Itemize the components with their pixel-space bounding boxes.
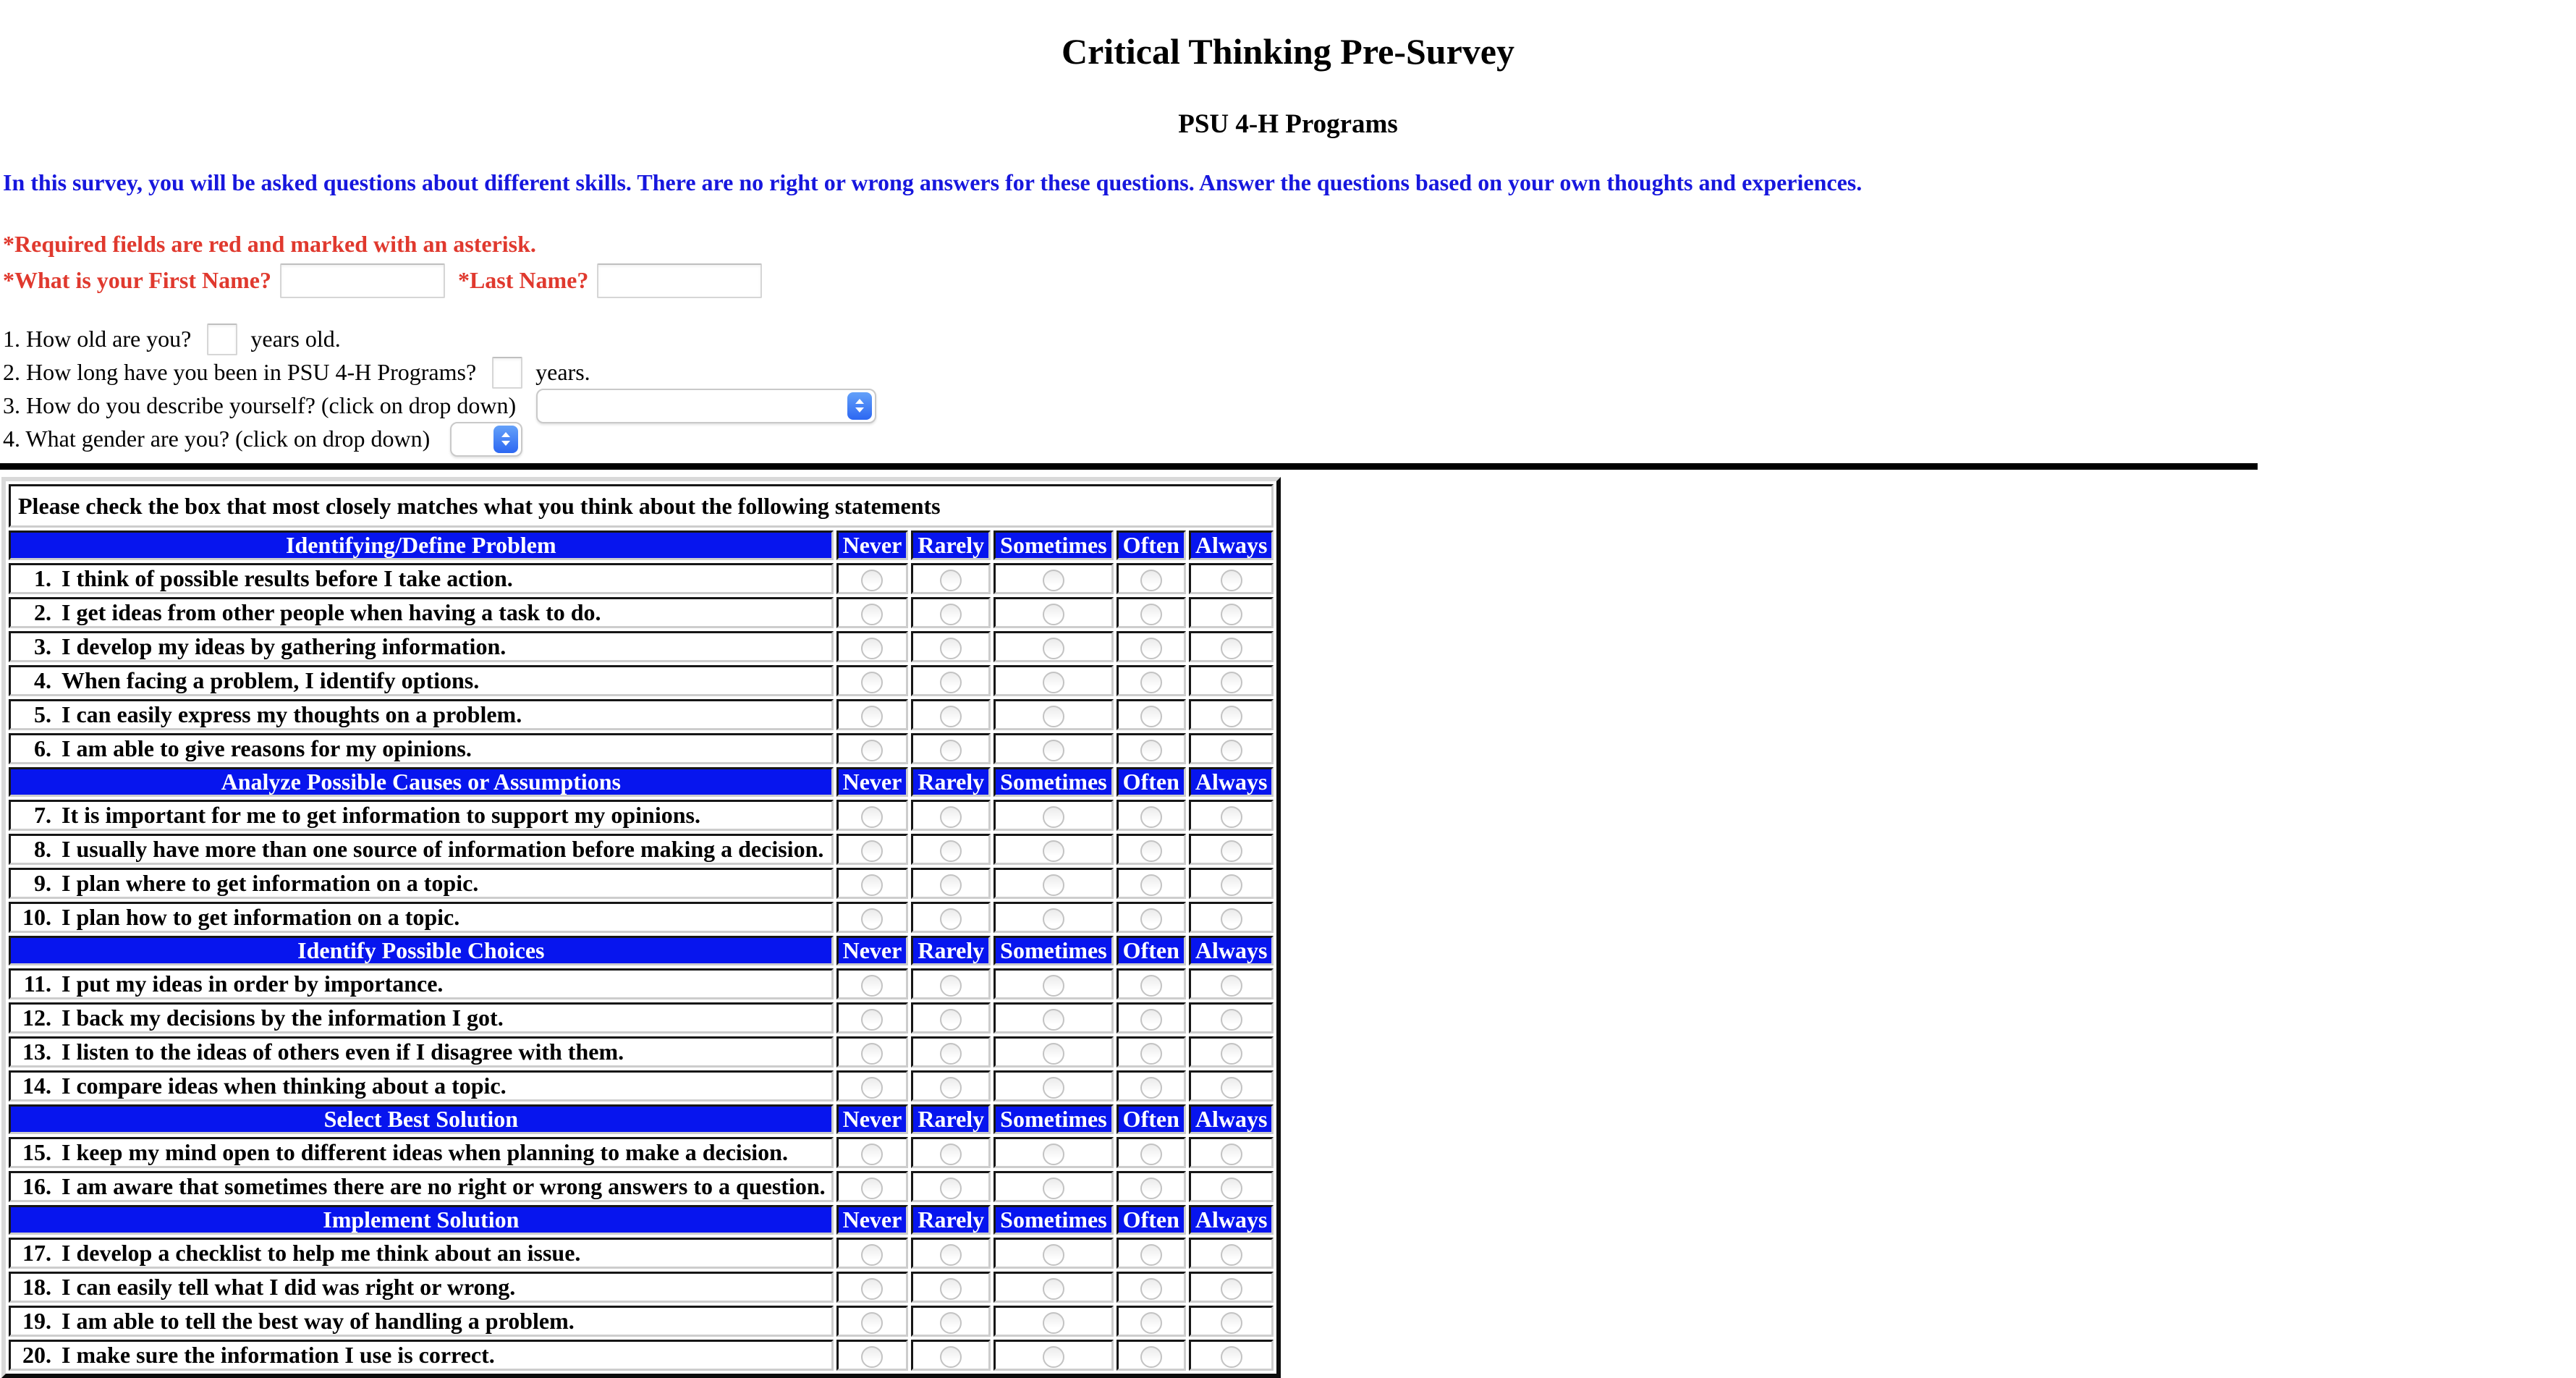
- statement-number: 18.: [22, 1273, 51, 1300]
- page-title: Critical Thinking Pre-Survey: [1062, 31, 1514, 72]
- scale-header-never: Never: [836, 531, 909, 560]
- table-row: [9, 1036, 1274, 1068]
- section-header-row: [9, 767, 1274, 797]
- radio-always[interactable]: [1221, 1144, 1242, 1165]
- radio-never[interactable]: [861, 740, 883, 761]
- scale-header-never: Never: [836, 1205, 909, 1235]
- required-note: *Required fields are red and marked with an asterisk.: [3, 230, 536, 257]
- age-input[interactable]: [207, 324, 237, 355]
- table-row: [9, 868, 1274, 899]
- radio-always[interactable]: [1221, 806, 1242, 828]
- section-divider: [0, 463, 2258, 470]
- scale-header-sometimes: Sometimes: [993, 531, 1114, 560]
- radio-always[interactable]: [1221, 1178, 1242, 1199]
- radio-rarely[interactable]: [940, 740, 962, 761]
- section-title: Identifying/Define Problem: [9, 531, 834, 560]
- radio-often[interactable]: [1140, 975, 1162, 997]
- section-header-row: [9, 936, 1274, 965]
- first-name-label: *What is your First Name?: [3, 267, 271, 294]
- radio-often[interactable]: [1140, 706, 1162, 727]
- radio-always[interactable]: [1221, 740, 1242, 761]
- statement-text: I can easily tell what I did was right or wrong.: [62, 1273, 516, 1300]
- scale-header-often: Often: [1117, 936, 1186, 965]
- gender-select[interactable]: [450, 422, 522, 457]
- chevron-up-icon: [501, 432, 510, 437]
- radio-sometimes[interactable]: [1043, 975, 1064, 997]
- question-years-in-program: [3, 356, 2258, 389]
- scale-header-always: Always: [1189, 936, 1274, 965]
- scale-header-sometimes: Sometimes: [993, 1104, 1114, 1134]
- radio-sometimes[interactable]: [1043, 604, 1064, 625]
- table-row: [9, 1238, 1274, 1269]
- radio-always[interactable]: [1221, 1043, 1242, 1065]
- scale-header-rarely: Rarely: [911, 1205, 991, 1235]
- radio-never[interactable]: [861, 908, 883, 930]
- radio-always[interactable]: [1221, 570, 1242, 591]
- radio-never[interactable]: [861, 806, 883, 828]
- radio-rarely[interactable]: [940, 1178, 962, 1199]
- statement-text: I usually have more than one source of information before making a decision.: [62, 835, 824, 862]
- radio-always[interactable]: [1221, 1077, 1242, 1099]
- radio-often[interactable]: [1140, 638, 1162, 659]
- scale-header-often: Often: [1117, 767, 1186, 797]
- table-row: [9, 597, 1274, 628]
- first-name-input[interactable]: [280, 263, 445, 298]
- radio-always[interactable]: [1221, 1278, 1242, 1300]
- radio-rarely[interactable]: [940, 806, 962, 828]
- radio-sometimes[interactable]: [1043, 740, 1064, 761]
- scale-header-sometimes: Sometimes: [993, 936, 1114, 965]
- question-age-label: 1. How old are you?: [3, 326, 192, 352]
- section-header-row: [9, 1104, 1274, 1134]
- radio-rarely[interactable]: [940, 638, 962, 659]
- radio-sometimes[interactable]: [1043, 570, 1064, 591]
- scale-header-always: Always: [1189, 1104, 1274, 1134]
- scale-header-never: Never: [836, 767, 909, 797]
- radio-often[interactable]: [1140, 570, 1162, 591]
- statement-number: 19.: [22, 1307, 51, 1334]
- question-years-suffix: years.: [535, 359, 590, 386]
- statement-number: 5.: [34, 701, 51, 727]
- select-stepper-icon: [493, 426, 518, 453]
- table-row: [9, 733, 1274, 764]
- radio-never[interactable]: [861, 1244, 883, 1266]
- statement-text: I am able to give reasons for my opinions.: [62, 735, 472, 761]
- statement-text: When facing a problem, I identify options.: [62, 667, 480, 693]
- chevron-down-icon: [855, 407, 864, 413]
- scale-header-often: Often: [1117, 1205, 1186, 1235]
- radio-never[interactable]: [861, 1178, 883, 1199]
- statement-number: 14.: [22, 1072, 51, 1099]
- statement-number: 10.: [22, 903, 51, 930]
- radio-sometimes[interactable]: [1043, 1312, 1064, 1334]
- table-row: [9, 1272, 1274, 1303]
- survey-table: [1, 477, 1281, 1378]
- radio-often[interactable]: [1140, 806, 1162, 828]
- statement-number: 2.: [34, 599, 51, 625]
- radio-always[interactable]: [1221, 840, 1242, 862]
- last-name-label: *Last Name?: [457, 267, 589, 294]
- demographic-questions: [3, 323, 2258, 456]
- radio-rarely[interactable]: [940, 1346, 962, 1368]
- statement-number: 9.: [34, 869, 51, 896]
- radio-rarely[interactable]: [940, 1077, 962, 1099]
- radio-never[interactable]: [861, 706, 883, 727]
- intro-text: In this survey, you will be asked questions about different skills. There are no right or wrong answers for these questions. Answer the questions based on your own thoughts and experiences.: [3, 169, 1863, 195]
- radio-often[interactable]: [1140, 740, 1162, 761]
- radio-rarely[interactable]: [940, 874, 962, 896]
- radio-sometimes[interactable]: [1043, 706, 1064, 727]
- radio-sometimes[interactable]: [1043, 672, 1064, 693]
- radio-often[interactable]: [1140, 1009, 1162, 1031]
- radio-rarely[interactable]: [940, 840, 962, 862]
- radio-never[interactable]: [861, 1312, 883, 1334]
- table-row: [9, 968, 1274, 999]
- radio-often[interactable]: [1140, 604, 1162, 625]
- table-instruction: Please check the box that most closely matches what you think about the following statements: [9, 484, 1274, 528]
- table-row: [9, 834, 1274, 865]
- select-stepper-icon: [847, 392, 872, 420]
- table-row: [9, 1340, 1274, 1371]
- radio-sometimes[interactable]: [1043, 1043, 1064, 1065]
- statement-text: It is important for me to get information to support my opinions.: [62, 801, 700, 828]
- radio-often[interactable]: [1140, 1312, 1162, 1334]
- statement-number: 12.: [22, 1004, 51, 1031]
- radio-never[interactable]: [861, 1144, 883, 1165]
- table-row: [9, 1002, 1274, 1034]
- radio-sometimes[interactable]: [1043, 1144, 1064, 1165]
- radio-never[interactable]: [861, 840, 883, 862]
- describe-yourself-select[interactable]: [536, 389, 876, 423]
- statement-number: 20.: [22, 1341, 51, 1368]
- radio-always[interactable]: [1221, 975, 1242, 997]
- radio-sometimes[interactable]: [1043, 908, 1064, 930]
- scale-header-often: Often: [1117, 1104, 1186, 1134]
- table-row: [9, 902, 1274, 933]
- statement-number: 3.: [34, 633, 51, 659]
- chevron-up-icon: [855, 399, 864, 404]
- statement-number: 6.: [34, 735, 51, 761]
- question-years-label: 2. How long have you been in PSU 4-H Programs?: [3, 359, 477, 386]
- statement-text: I can easily express my thoughts on a problem.: [62, 701, 522, 727]
- radio-often[interactable]: [1140, 840, 1162, 862]
- radio-never[interactable]: [861, 1346, 883, 1368]
- question-describe-label: 3. How do you describe yourself? (click on drop down): [3, 392, 517, 419]
- table-row: [9, 1171, 1274, 1202]
- table-row: [9, 665, 1274, 696]
- radio-often[interactable]: [1140, 672, 1162, 693]
- scale-header-always: Always: [1189, 1205, 1274, 1235]
- scale-header-often: Often: [1117, 531, 1186, 560]
- question-age-suffix: years old.: [250, 326, 341, 352]
- radio-sometimes[interactable]: [1043, 874, 1064, 896]
- radio-rarely[interactable]: [940, 706, 962, 727]
- statement-text: I get ideas from other people when having a task to do.: [62, 599, 601, 625]
- page-subtitle: PSU 4-H Programs: [1178, 109, 1398, 139]
- radio-sometimes[interactable]: [1043, 1077, 1064, 1099]
- radio-rarely[interactable]: [940, 570, 962, 591]
- radio-sometimes[interactable]: [1043, 1244, 1064, 1266]
- radio-sometimes[interactable]: [1043, 1178, 1064, 1199]
- radio-rarely[interactable]: [940, 1278, 962, 1300]
- radio-never[interactable]: [861, 1043, 883, 1065]
- scale-header-always: Always: [1189, 767, 1274, 797]
- statement-text: I am able to tell the best way of handling a problem.: [62, 1307, 575, 1334]
- radio-rarely[interactable]: [940, 1312, 962, 1334]
- radio-always[interactable]: [1221, 1312, 1242, 1334]
- question-gender: [3, 423, 2258, 456]
- radio-always[interactable]: [1221, 604, 1242, 625]
- radio-sometimes[interactable]: [1043, 1346, 1064, 1368]
- scale-header-sometimes: Sometimes: [993, 767, 1114, 797]
- statement-text: I back my decisions by the information I got.: [62, 1004, 504, 1031]
- statement-text: I keep my mind open to different ideas when planning to make a decision.: [62, 1138, 788, 1165]
- page-header: [0, 32, 2576, 140]
- statement-number: 16.: [22, 1172, 51, 1199]
- radio-never[interactable]: [861, 1077, 883, 1099]
- radio-always[interactable]: [1221, 672, 1242, 693]
- statement-text: I listen to the ideas of others even if I disagree with them.: [62, 1038, 624, 1065]
- question-age: [3, 323, 2258, 356]
- statement-number: 15.: [22, 1138, 51, 1165]
- statement-text: I make sure the information I use is correct.: [62, 1341, 495, 1368]
- section-title: Identify Possible Choices: [9, 936, 834, 965]
- statement-number: 1.: [34, 565, 51, 591]
- radio-often[interactable]: [1140, 908, 1162, 930]
- scale-header-never: Never: [836, 1104, 909, 1134]
- statement-text: I develop a checklist to help me think about an issue.: [62, 1239, 581, 1266]
- radio-never[interactable]: [861, 874, 883, 896]
- radio-often[interactable]: [1140, 1077, 1162, 1099]
- radio-never[interactable]: [861, 1009, 883, 1031]
- table-row: [9, 631, 1274, 662]
- radio-rarely[interactable]: [940, 604, 962, 625]
- scale-header-never: Never: [836, 936, 909, 965]
- years-input[interactable]: [492, 357, 522, 389]
- radio-often[interactable]: [1140, 1178, 1162, 1199]
- last-name-input[interactable]: [597, 263, 762, 298]
- radio-rarely[interactable]: [940, 672, 962, 693]
- radio-rarely[interactable]: [940, 975, 962, 997]
- statement-number: 17.: [22, 1239, 51, 1266]
- statement-number: 8.: [34, 835, 51, 862]
- table-row: [9, 563, 1274, 594]
- statement-text: I put my ideas in order by importance.: [62, 970, 444, 997]
- radio-never[interactable]: [861, 570, 883, 591]
- radio-always[interactable]: [1221, 1346, 1242, 1368]
- scale-header-rarely: Rarely: [911, 1104, 991, 1134]
- scale-header-rarely: Rarely: [911, 531, 991, 560]
- table-row: [9, 1070, 1274, 1102]
- radio-never[interactable]: [861, 638, 883, 659]
- statement-number: 13.: [22, 1038, 51, 1065]
- radio-rarely[interactable]: [940, 908, 962, 930]
- scale-header-always: Always: [1189, 531, 1274, 560]
- radio-always[interactable]: [1221, 638, 1242, 659]
- table-row: [9, 1306, 1274, 1337]
- scale-header-rarely: Rarely: [911, 767, 991, 797]
- section-title: Analyze Possible Causes or Assumptions: [9, 767, 834, 797]
- radio-rarely[interactable]: [940, 1009, 962, 1031]
- radio-often[interactable]: [1140, 1043, 1162, 1065]
- scale-header-rarely: Rarely: [911, 936, 991, 965]
- radio-never[interactable]: [861, 975, 883, 997]
- statement-text: I compare ideas when thinking about a topic.: [62, 1072, 507, 1099]
- statement-text: I am aware that sometimes there are no right or wrong answers to a question.: [62, 1172, 826, 1199]
- statement-number: 4.: [34, 667, 51, 693]
- radio-rarely[interactable]: [940, 1244, 962, 1266]
- radio-often[interactable]: [1140, 1244, 1162, 1266]
- radio-sometimes[interactable]: [1043, 1278, 1064, 1300]
- radio-often[interactable]: [1140, 1346, 1162, 1368]
- radio-rarely[interactable]: [940, 1144, 962, 1165]
- statement-number: 7.: [34, 801, 51, 828]
- scale-header-sometimes: Sometimes: [993, 1205, 1114, 1235]
- statement-text: I plan how to get information on a topic.: [62, 903, 460, 930]
- radio-always[interactable]: [1221, 706, 1242, 727]
- radio-always[interactable]: [1221, 908, 1242, 930]
- question-describe-yourself: [3, 389, 2258, 423]
- radio-often[interactable]: [1140, 874, 1162, 896]
- radio-often[interactable]: [1140, 1144, 1162, 1165]
- statement-text: I develop my ideas by gathering information.: [62, 633, 507, 659]
- statement-text: I plan where to get information on a topic.: [62, 869, 479, 896]
- table-row: [9, 699, 1274, 730]
- section-title: Select Best Solution: [9, 1104, 834, 1134]
- radio-sometimes[interactable]: [1043, 840, 1064, 862]
- section-header-row: [9, 1205, 1274, 1235]
- table-row: [9, 800, 1274, 831]
- section-title: Implement Solution: [9, 1205, 834, 1235]
- radio-sometimes[interactable]: [1043, 1009, 1064, 1031]
- statement-text: I think of possible results before I take action.: [62, 565, 513, 591]
- radio-sometimes[interactable]: [1043, 806, 1064, 828]
- instruction-row: [9, 484, 1274, 528]
- radio-often[interactable]: [1140, 1278, 1162, 1300]
- radio-never[interactable]: [861, 672, 883, 693]
- table-row: [9, 1137, 1274, 1168]
- radio-never[interactable]: [861, 604, 883, 625]
- radio-always[interactable]: [1221, 1244, 1242, 1266]
- radio-never[interactable]: [861, 1278, 883, 1300]
- radio-sometimes[interactable]: [1043, 638, 1064, 659]
- section-header-row: [9, 531, 1274, 560]
- radio-always[interactable]: [1221, 874, 1242, 896]
- radio-rarely[interactable]: [940, 1043, 962, 1065]
- statement-number: 11.: [23, 970, 51, 997]
- radio-always[interactable]: [1221, 1009, 1242, 1031]
- name-row: [3, 263, 2258, 298]
- question-gender-label: 4. What gender are you? (click on drop down): [3, 426, 431, 452]
- chevron-down-icon: [501, 441, 510, 446]
